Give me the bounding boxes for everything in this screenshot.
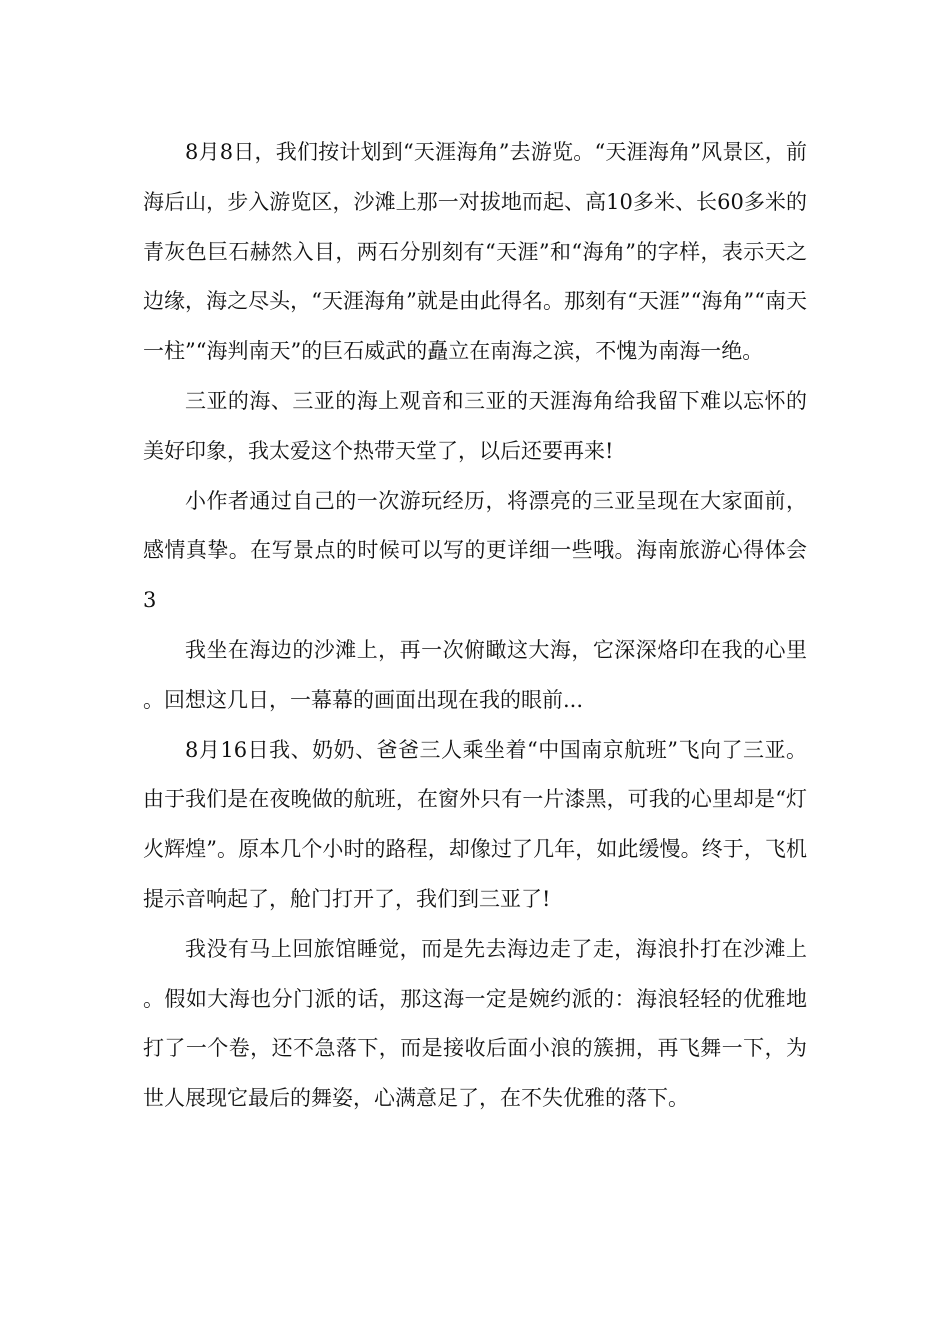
paragraph-comment-heading: 小作者通过自己的一次游玩经历，将漂亮的三亚呈现在大家面前，感情真挚。在写景点的时候可以写的更详细一些哦。海南旅游心得体会3 [143,488,807,613]
paragraph-sea-waves: 我没有马上回旅馆睡觉，而是先去海边走了走，海浪扑打在沙滩上。假如大海也分门派的话，那这海一定是婉约派的：海浪轻轻的优雅地打了一个卷，还不急落下，而是接收后面小浪的簇拥，再飞舞一下，为世人展现它最后的舞姿，心满意足了，在不失优雅的落下。 [143,936,807,1111]
paragraph-tianya-haijiao: 8月8日，我们按计划到“天涯海角”去游览。“天涯海角”风景区，前海后山，步入游览区，沙滩上那一对拔地而起、高10多米、长60多米的青灰色巨石赫然入目，两石分别刻有“天涯”和“海角”的字样，表示天之边缘，海之尽头，“天涯海角”就是由此得名。那刻有“天涯”“海角”“南天一柱”“海判南天”的巨石威武的矗立在南海之滨，不愧为南海一绝。 [143,140,807,364]
paragraph-sanya-impression: 三亚的海、三亚的海上观音和三亚的天涯海角给我留下难以忘怀的美好印象，我太爱这个热带天堂了，以后还要再来! [143,388,807,463]
paragraph-beach-memory: 我坐在海边的沙滩上，再一次俯瞰这大海，它深深烙印在我的心里。回想这几日，一幕幕的画面出现在我的眼前... [143,637,807,712]
paragraph-flight: 8月16日我、奶奶、爸爸三人乘坐着“中国南京航班”飞向了三亚。由于我们是在夜晚做的航班，在窗外只有一片漆黑，可我的心里却是“灯火辉煌”。原本几个小时的路程，却像过了几年，如此缓慢。终于，飞机提示音响起了，舱门打开了，我们到三亚了! [143,737,807,911]
document-body [143,128,807,1124]
